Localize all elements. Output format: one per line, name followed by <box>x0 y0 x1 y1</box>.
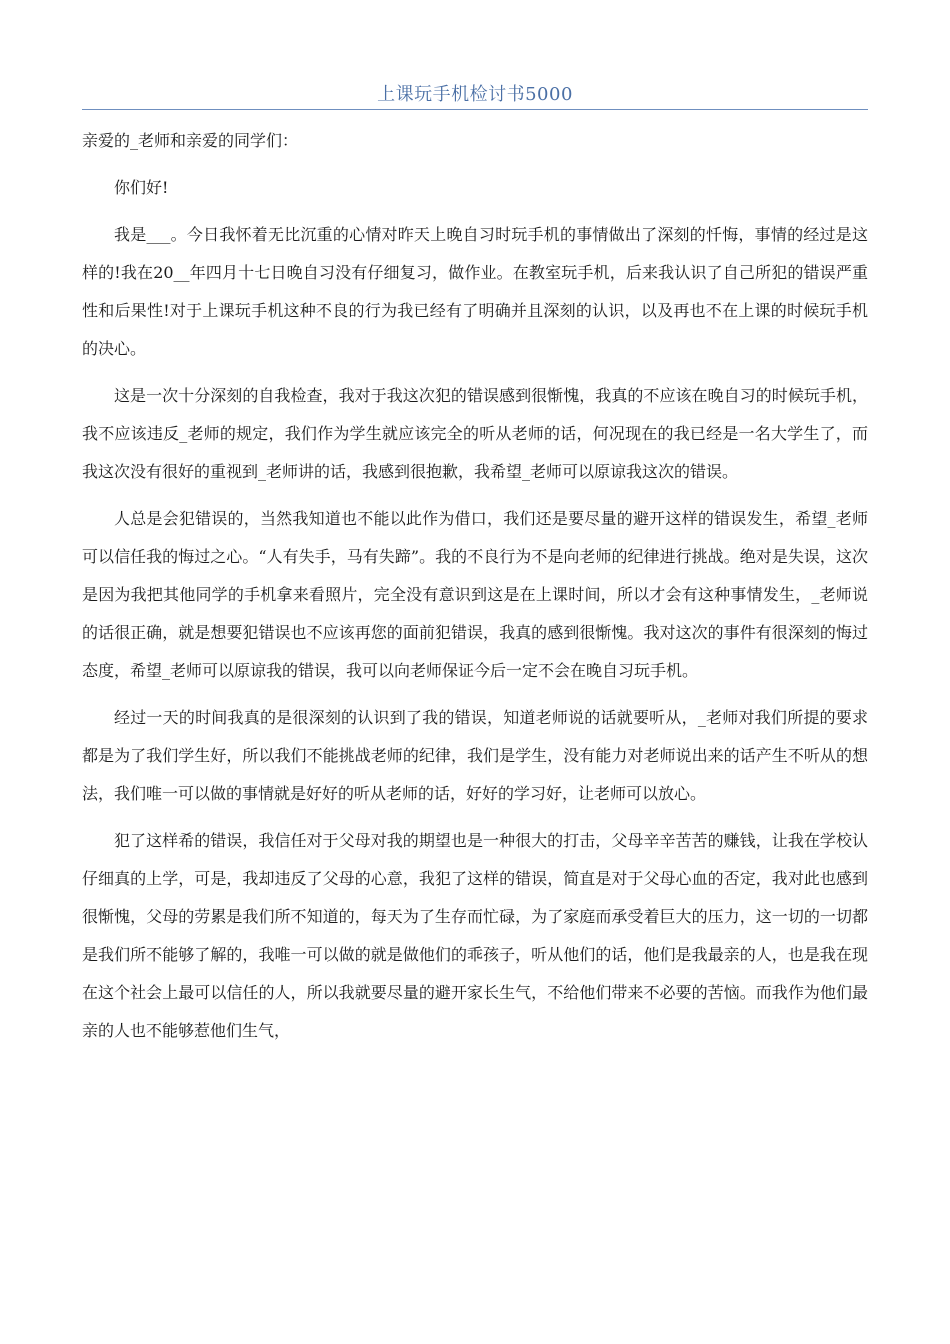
paragraph-3: 人总是会犯错误的，当然我知道也不能以此作为借口，我们还是要尽量的避开这样的错误发生，希望_老师可以信任我的悔过之心。“人有失手，马有失蹄”。我的不良行为不是向老师的纪律进行挑战。绝对是失误，这次是因为我把其他同学的手机拿来看照片，完全没有意识到这是在上课时间，所以才会有这种事情发生，_老师说的话很正确，就是想要犯错误也不应该再您的面前犯错误，我真的感到很惭愧。我对这次的事件有很深刻的悔过态度，希望_老师可以原谅我的错误，我可以向老师保证今后一定不会在晚自习玩手机。 <box>82 509 868 680</box>
salutation: 亲爱的_老师和亲爱的同学们： <box>82 131 299 150</box>
document-title: 上课玩手机检讨书5000 <box>377 84 573 105</box>
paragraph-4: 经过一天的时间我真的是很深刻的认识到了我的错误，知道老师说的话就要听从，_老师对我们所提的要求都是为了我们学生好，所以我们不能挑战老师的纪律，我们是学生，没有能力对老师说出来的话产生不听从的想法，我们唯一可以做的事情就是好好的听从老师的话，好好的学习好，让老师可以放心。 <box>82 708 868 803</box>
paragraph-5: 犯了这样希的错误，我信任对于父母对我的期望也是一种很大的打击，父母辛辛苦苦的赚钱，让我在学校认仔细真的上学，可是，我却违反了父母的心意，我犯了这样的错误，简直是对于父母心血的否定，我对此也感到很惭愧，父母的劳累是我们所不知道的，每天为了生存而忙碌，为了家庭而承受着巨大的压力，这一切的一切都是我们所不能够了解的，我唯一可以做的就是做他们的乖孩子，听从他们的话，他们是我最亲的人，也是我在现在这个社会上最可以信任的人，所以我就要尽量的避开家长生气，不给他们带来不必要的苦恼。而我作为他们最亲的人也不能够惹他们生气， <box>82 831 868 1040</box>
paragraph-2: 这是一次十分深刻的自我检查，我对于我这次犯的错误感到很惭愧，我真的不应该在晚自习的时候玩手机，我不应该违反_老师的规定，我们作为学生就应该完全的听从老师的话，何况现在的我已经是一名大学生了，而我这次没有很好的重视到_老师讲的话，我感到很抱歉，我希望_老师可以原谅我这次的错误。 <box>82 386 868 481</box>
document-page <box>82 0 868 1050</box>
greeting: 你们好! <box>114 178 169 197</box>
title-divider <box>82 109 868 110</box>
paragraph-1: 我是___。今日我怀着无比沉重的心情对昨天上晚自习时玩手机的事情做出了深刻的忏悔，事情的经过是这样的!我在20__年四月十七日晚自习没有仔细复习，做作业。在教室玩手机，后来我认识了自己所犯的错误严重性和后果性!对于上课玩手机这种不良的行为我已经有了明确并且深刻的认识，以及再也不在上课的时候玩手机的决心。 <box>82 225 868 358</box>
